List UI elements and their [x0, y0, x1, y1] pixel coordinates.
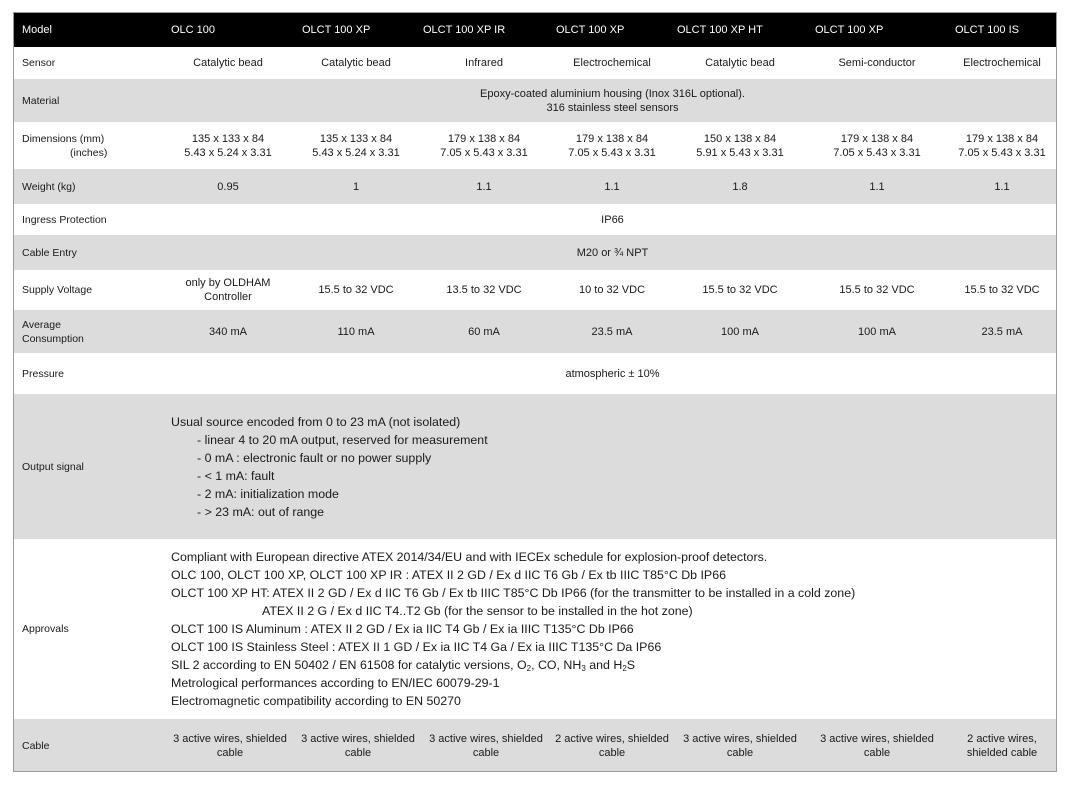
supply-cell: 15.5 to 32 VDC	[318, 284, 394, 296]
consumption-label-line: Consumption	[22, 332, 84, 345]
cable-line: cable	[598, 747, 626, 759]
output-item: - 0 mA : electronic fault or no power supply	[197, 450, 432, 465]
dimensions-cell	[552, 122, 672, 169]
supply-cell	[168, 270, 288, 310]
row-label-weight: Weight (kg)	[22, 180, 76, 193]
dimensions-mm: 150 x 138 x 84	[703, 132, 777, 145]
row-label-supply-voltage: Supply Voltage	[22, 284, 93, 296]
dimensions-cell	[424, 122, 544, 169]
sil-subscript: 3	[581, 664, 586, 673]
approvals-line: OLC 100, OLCT 100 XP, OLCT 100 XP IR : ATEX II 2 GD / Ex d IIC T6 Gb / Ex tb IIIC T85°C Db IP66	[171, 568, 726, 582]
output-signal-description	[171, 394, 488, 539]
table-row-supply-voltage	[14, 270, 1056, 310]
row-label-approvals: Approvals	[22, 623, 69, 635]
cable-cell	[550, 719, 674, 772]
row-label-dimensions	[22, 122, 107, 169]
table-row-pressure	[14, 353, 1056, 394]
sensor-cell: Electrochemical	[963, 57, 1041, 69]
header-model: OLCT 100 XP	[815, 24, 884, 36]
cable-cell	[168, 719, 292, 772]
cable-line: 3 active wires, shielded	[820, 733, 934, 745]
dimensions-cell	[168, 122, 288, 169]
table-row-cable-entry	[14, 235, 1056, 270]
cable-line: 3 active wires, shielded	[173, 733, 287, 745]
consumption-cell: 23.5 mA	[591, 325, 633, 338]
sil-subscript: 2	[622, 664, 627, 673]
header-model: OLCT 100 XP IR	[423, 24, 506, 36]
approvals-line: Electromagnetic compatibility according to EN 50270	[171, 694, 461, 708]
consumption-label-line: Average	[22, 318, 61, 331]
weight-cell: 1.1	[869, 180, 885, 193]
cable-line: cable	[863, 747, 891, 759]
table-row-weight	[14, 169, 1056, 204]
cable-cell	[424, 719, 548, 772]
supply-line: only by OLDHAM	[185, 277, 271, 289]
header-model: OLCT 100 XP	[556, 24, 625, 36]
sensor-cell: Semi-conductor	[838, 57, 916, 69]
row-label-material: Material	[22, 94, 60, 107]
weight-cell: 1.1	[994, 180, 1010, 193]
dimensions-inches: 7.05 x 5.43 x 3.31	[568, 146, 656, 159]
approvals-line: OLCT 100 IS Aluminum : ATEX II 2 GD / Ex ia IIC T4 Gb / Ex ia IIIC T135°C Db IP66	[171, 622, 634, 636]
header-model: OLCT 100 XP	[302, 24, 371, 36]
cable-line: cable	[472, 747, 500, 759]
table-row-cable	[14, 719, 1056, 772]
cable-line: 2 active wires,	[967, 733, 1037, 745]
dimensions-cell	[817, 122, 937, 169]
material-value	[169, 79, 1056, 122]
sensor-cell: Infrared	[465, 57, 503, 69]
approvals-line: Compliant with European directive ATEX 2014/34/EU and with IECEx schedule for explosion-proof detectors.	[171, 550, 768, 564]
sil-subscript: 2	[526, 664, 532, 673]
consumption-cell: 100 mA	[858, 325, 896, 338]
table-row-ingress	[14, 204, 1056, 235]
row-label-consumption	[22, 310, 84, 353]
cable-cell	[948, 719, 1056, 772]
header-model: OLCT 100 IS	[955, 24, 1019, 36]
cable-line: 3 active wires, shielded	[683, 733, 797, 745]
consumption-cell: 110 mA	[337, 325, 375, 338]
table-header-row	[14, 13, 1056, 47]
output-item: - linear 4 to 20 mA output, reserved for measurement	[197, 432, 488, 447]
dimensions-label-inches: (inches)	[70, 146, 108, 159]
consumption-cell: 23.5 mA	[981, 325, 1023, 338]
output-item: - < 1 mA: fault	[197, 468, 275, 483]
consumption-cell: 100 mA	[721, 325, 759, 338]
dimensions-cell	[680, 122, 800, 169]
dimensions-mm: 179 x 138 x 84	[575, 132, 649, 145]
approvals-description	[171, 539, 855, 719]
row-label-cable-entry: Cable Entry	[22, 246, 77, 259]
supply-cell: 15.5 to 32 VDC	[702, 284, 778, 296]
table-row-sensor	[14, 47, 1056, 79]
sensor-cell: Electrochemical	[573, 57, 651, 69]
row-label-pressure: Pressure	[22, 367, 65, 380]
cable-cell	[815, 719, 939, 772]
approvals-line: OLCT 100 XP HT: ATEX II 2 GD / Ex d IIC T6 Gb / Ex tb IIIC T85°C Db IP66 (for the transmitter to be installed in a cold zone)	[171, 586, 856, 600]
supply-cell: 15.5 to 32 VDC	[964, 284, 1040, 296]
cable-line: 3 active wires, shielded	[429, 733, 543, 745]
material-line: 316 stainless steel sensors	[546, 101, 679, 114]
sil-text: , CO, NH	[531, 658, 582, 672]
weight-cell: 1.1	[476, 180, 492, 193]
dimensions-mm: 135 x 133 x 84	[319, 132, 393, 145]
approvals-line: OLCT 100 IS Stainless Steel : ATEX II 1 GD / Ex ia IIC T4 Ga / Ex ia IIIC T135°C Da IP66	[171, 640, 662, 654]
output-item: - > 23 mA: out of range	[197, 504, 325, 519]
dimensions-inches: 7.05 x 5.43 x 3.31	[833, 146, 921, 159]
cable-cell	[296, 719, 420, 772]
dimensions-cell	[940, 122, 1057, 169]
weight-cell: 1.8	[732, 180, 748, 193]
dimensions-inches: 7.05 x 5.43 x 3.31	[440, 146, 528, 159]
sil-text: and H	[585, 658, 623, 672]
dimensions-mm: 179 x 138 x 84	[965, 132, 1039, 145]
supply-line: Controller	[204, 291, 252, 303]
supply-cell: 13.5 to 32 VDC	[446, 284, 522, 296]
cable-line: cable	[216, 747, 244, 759]
material-line: Epoxy-coated aluminium housing (Inox 316L optional).	[480, 87, 745, 100]
sil-text: SIL 2 according to EN 50402 / EN 61508 for catalytic versions, O	[171, 658, 527, 672]
consumption-cell: 60 mA	[468, 325, 500, 338]
approvals-line-sil	[171, 656, 855, 674]
pressure-value: atmospheric ± 10%	[565, 367, 660, 380]
weight-cell: 0.95	[217, 180, 239, 193]
dimensions-cell	[296, 122, 416, 169]
sensor-cell: Catalytic bead	[321, 57, 391, 69]
output-intro: Usual source encoded from 0 to 23 mA (not isolated)	[171, 414, 461, 429]
consumption-cell: 340 mA	[209, 325, 247, 338]
dimensions-label-mm: Dimensions (mm)	[22, 132, 105, 145]
row-label-sensor: Sensor	[22, 57, 56, 69]
supply-cell: 15.5 to 32 VDC	[839, 284, 915, 296]
dimensions-inches: 5.91 x 5.43 x 3.31	[696, 146, 784, 159]
cable-line: cable	[344, 747, 372, 759]
dimensions-inches: 5.43 x 5.24 x 3.31	[312, 146, 400, 159]
dimensions-inches: 7.05 x 5.43 x 3.31	[958, 146, 1046, 159]
table-row-dimensions	[14, 122, 1056, 169]
row-label-ingress: Ingress Protection	[22, 213, 107, 226]
sil-text: S	[626, 658, 636, 672]
cable-cell	[678, 719, 802, 772]
weight-cell: 1	[352, 180, 360, 193]
sensor-cell: Catalytic bead	[705, 57, 775, 69]
header-model-label: Model	[22, 24, 52, 36]
approvals-line: Metrological performances according to EN/IEC 60079-29-1	[171, 676, 500, 690]
approvals-line: ATEX II 2 G / Ex d IIC T4..T2 Gb (for the sensor to be installed in the hot zone)	[262, 604, 693, 618]
cable-line: 3 active wires, shielded	[301, 733, 415, 745]
table-row-output-signal	[14, 394, 1056, 539]
supply-cell: 10 to 32 VDC	[578, 284, 646, 296]
sensor-cell: Catalytic bead	[193, 57, 263, 69]
output-item: - 2 mA: initialization mode	[197, 486, 339, 501]
dimensions-mm: 135 x 133 x 84	[191, 132, 265, 145]
specifications-table	[13, 12, 1057, 772]
dimensions-mm: 179 x 138 x 84	[447, 132, 521, 145]
table-row-approvals	[14, 539, 1056, 719]
table-row-material	[14, 79, 1056, 122]
row-label-cable: Cable	[22, 740, 50, 752]
row-label-output-signal: Output signal	[22, 460, 84, 473]
header-model: OLC 100	[171, 24, 216, 36]
cable-line: cable	[726, 747, 754, 759]
table-row-consumption	[14, 310, 1056, 353]
dimensions-inches: 5.43 x 5.24 x 3.31	[184, 146, 272, 159]
cable-line: 2 active wires, shielded	[555, 733, 669, 745]
weight-cell: 1.1	[604, 180, 620, 193]
header-model: OLCT 100 XP HT	[677, 24, 763, 36]
dimensions-mm: 179 x 138 x 84	[840, 132, 914, 145]
ingress-value: IP66	[601, 213, 624, 226]
cable-entry-value: M20 or ¾ NPT	[576, 246, 649, 259]
cable-line: shielded cable	[966, 747, 1038, 759]
